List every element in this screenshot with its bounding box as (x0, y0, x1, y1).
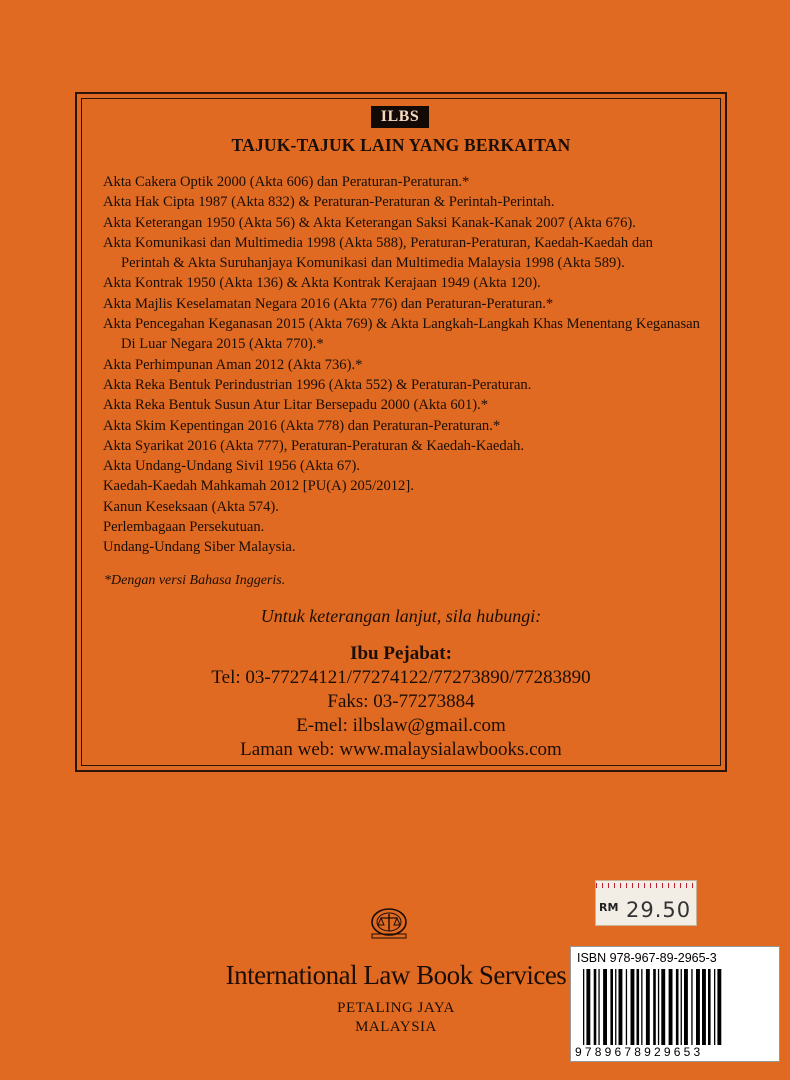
barcode-bar (586, 969, 590, 1045)
barcode-bar (626, 969, 627, 1045)
barcode-bar (658, 969, 659, 1045)
related-titles-list (103, 172, 703, 558)
barcode-bar (702, 969, 706, 1045)
ilbs-logo-icon (366, 906, 412, 942)
barcode-bar (610, 969, 613, 1045)
barcode-bar (641, 969, 642, 1045)
barcode-bar (669, 969, 673, 1045)
barcode-bar (603, 969, 607, 1045)
contact-intro: Untuk keterangan lanjut, sila hubungi: (260, 606, 542, 626)
list-item: Akta Skim Kepentingan 2016 (Akta 778) dan Peraturan-Peraturan.* (103, 417, 501, 434)
publisher-name: International Law Book Services (225, 960, 567, 990)
barcode-bar (653, 969, 656, 1045)
price-sticker (595, 880, 697, 926)
price-sticker-edge (596, 883, 696, 888)
ilbs-badge: ILBS (371, 106, 429, 128)
list-item: Undang-Undang Siber Malaysia. (103, 539, 296, 556)
list-item: Akta Kontrak 1950 (Akta 136) & Akta Kontrak Kerajaan 1949 (Akta 120). (103, 275, 541, 292)
barcode-bar (637, 969, 640, 1045)
list-item: Kanun Keseksaan (Akta 574). (103, 498, 279, 515)
barcode-bar (676, 969, 679, 1045)
barcode-bar (684, 969, 688, 1045)
barcode-bar (691, 969, 692, 1045)
publisher-city: PETALING JAYA (337, 1000, 455, 1016)
list-item: Akta Majlis Keselamatan Negara 2016 (Akta 776) dan Peraturan-Peraturan.* (103, 295, 554, 312)
list-item: Akta Keterangan 1950 (Akta 56) & Akta Keterangan Saksi Kanak-Kanak 2007 (Akta 676). (103, 214, 636, 231)
barcode-digits: 9789678929653 (575, 1045, 704, 1059)
fax-line: Faks: 03-77273884 (327, 691, 475, 712)
list-item: Akta Undang-Undang Sivil 1956 (Akta 67). (103, 458, 360, 475)
barcode-bar (708, 969, 711, 1045)
publisher-country: MALAYSIA (355, 1019, 437, 1035)
list-item: Akta Hak Cipta 1987 (Akta 832) & Peraturan-Peraturan & Perintah-Perintah. (103, 194, 555, 211)
barcode-bar (615, 969, 616, 1045)
barcode-bar (681, 969, 682, 1045)
english-version-note: *Dengan versi Bahasa Inggeris. (104, 573, 286, 588)
list-item: Akta Reka Bentuk Perindustrian 1996 (Akta 552) & Peraturan-Peraturan. (103, 376, 532, 393)
barcode-bar (646, 969, 650, 1045)
barcode-bar (594, 969, 597, 1045)
barcode-bar (696, 969, 700, 1045)
isbn-label: ISBN 978-967-89-2965-3 (577, 951, 717, 965)
barcode-icon (581, 969, 771, 1045)
list-item: Akta Reka Bentuk Susun Atur Litar Bersepadu 2000 (Akta 601).* (103, 397, 489, 414)
list-item: Kaedah-Kaedah Mahkamah 2012 [PU(A) 205/2012]. (103, 478, 414, 495)
price-currency: RM (599, 901, 619, 914)
list-item: Akta Komunikasi dan Multimedia 1998 (Akta 588), Peraturan-Peraturan, Kaedah-Kaedah dan Perintah & Akta Suruhanjaya Komunikasi dan Multimedia Malaysia 1998 (Akta 589). (103, 234, 653, 272)
section-heading: TAJUK-TAJUK LAIN YANG BERKAITAN (231, 135, 571, 155)
price-amount: 29.50 (626, 898, 692, 922)
list-item: Akta Pencegahan Keganasan 2015 (Akta 769) & Akta Langkah-Langkah Khas Menentang Keganasan Di Luar Negara 2015 (Akta 770).* (103, 316, 700, 353)
isbn-barcode-panel (570, 946, 780, 1062)
list-item: Akta Perhimpunan Aman 2012 (Akta 736).* (103, 356, 363, 373)
list-item: Akta Syarikat 2016 (Akta 777), Peraturan-Peraturan & Kaedah-Kaedah. (103, 437, 525, 454)
barcode-bar (583, 969, 584, 1045)
barcode-bar (717, 969, 721, 1045)
barcode-bar (714, 969, 715, 1045)
barcode-bar (619, 969, 623, 1045)
head-office-label: Ibu Pejabat: (350, 643, 452, 664)
list-item: Perlembagaan Persekutuan. (103, 519, 265, 536)
barcode-bar (661, 969, 665, 1045)
email-line[interactable]: E-mel: ilbslaw@gmail.com (296, 715, 506, 736)
telephone-line: Tel: 03-77274121/77274122/77273890/77283890 (211, 667, 591, 688)
barcode-bar (631, 969, 635, 1045)
website-line[interactable]: Laman web: www.malaysialawbooks.com (240, 739, 562, 760)
barcode-bar (598, 969, 599, 1045)
list-item: Akta Cakera Optik 2000 (Akta 606) dan Peraturan-Peraturan.* (103, 174, 470, 190)
